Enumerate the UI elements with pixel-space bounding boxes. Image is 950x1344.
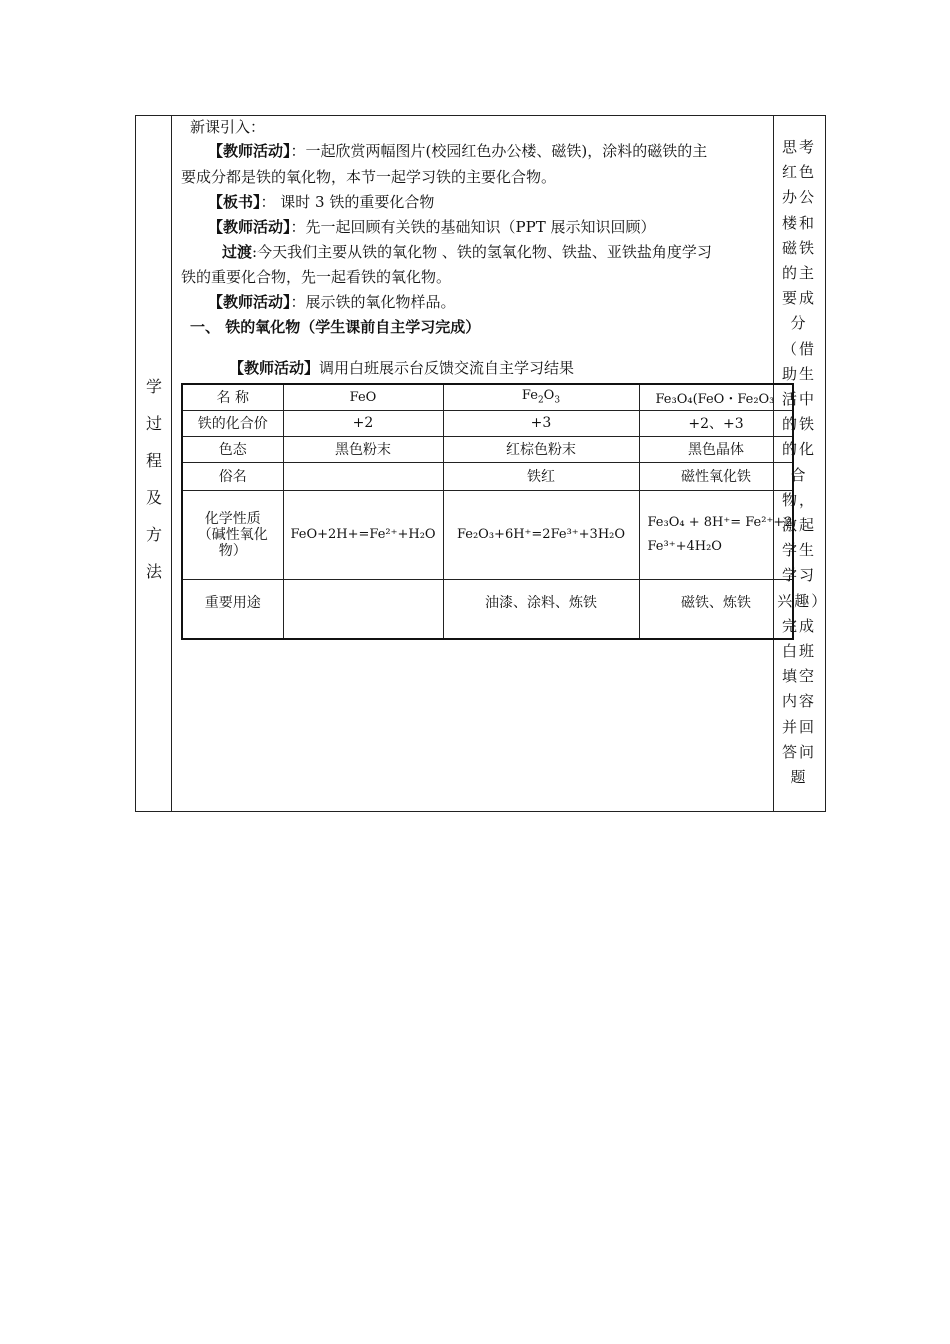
label-char: 及 (145, 488, 162, 507)
table-row (182, 579, 793, 639)
left-column (136, 116, 172, 811)
table-row (182, 410, 793, 436)
table-cell: +2 (283, 410, 443, 436)
text: ：展示铁的氧化物样品。 (290, 293, 456, 311)
paragraph-4a (222, 241, 712, 262)
text: O (543, 388, 555, 404)
table-cell: 磁性氧化铁 (639, 462, 793, 490)
paragraph-3 (208, 216, 655, 237)
text: Fe³⁺+4H₂O (647, 538, 722, 554)
table-cell (283, 462, 443, 490)
row-label-chemical: 化学性质（碱性氧化物） (182, 490, 283, 579)
text: Fe (521, 388, 538, 404)
text: :今天我们主要从铁的氧化物 、铁的氢氧化物、铁盐、亚铁盐角度学习 (252, 243, 712, 261)
label-char: 法 (145, 562, 162, 581)
table-cell: 铁红 (443, 462, 639, 490)
table-cell: 黑色晶体 (639, 436, 793, 462)
intro-heading: 新课引入： (190, 118, 266, 136)
tag-teacher-activity: 【教师活动】 (208, 142, 291, 160)
tag-board: 【板书】 (208, 193, 261, 211)
paragraph-5 (208, 291, 456, 312)
table-cell: 油漆、涂料、炼铁 (443, 579, 639, 639)
table-cell: 磁铁、炼铁 (639, 579, 793, 639)
table-row (182, 490, 793, 579)
paragraph-2 (208, 191, 434, 212)
process-method-label (136, 368, 172, 590)
student-activity-note: 思考红色办公楼和磁铁的主要成分（借助生活中的铁的化合物，激起学生学习兴趣）完成白班填空内容并回答问题 (777, 138, 821, 787)
text: Fe₃O₄ + 8H⁺= Fe²⁺+2 (647, 514, 793, 530)
iron-oxide-table (181, 383, 794, 640)
text: ： 课时 3 铁的重要化合物 (260, 193, 435, 211)
header-label: 名 称 (182, 384, 283, 410)
table-cell: 黑色粉末 (283, 436, 443, 462)
text: 2 (537, 396, 544, 407)
text: 调用白班展示台反馈交流自主学习结果 (319, 359, 575, 377)
header-fe3o4: Fe₃O₄(FeO・Fe₂O₃ (639, 384, 793, 410)
paragraph-1b: 要成分都是铁的氧化物，本节一起学习铁的主要化合物。 (181, 168, 557, 186)
tag-teacher-activity: 【教师活动】 (229, 359, 320, 377)
table-cell: FeO+2H+=Fe²⁺+H₂O (283, 490, 443, 579)
header-fe2o3 (443, 384, 639, 410)
table-cell: +2、+3 (639, 410, 793, 436)
table-cell: 红棕色粉末 (443, 436, 639, 462)
paragraph-4b: 铁的重要化合物，先一起看铁的氧化物。 (181, 268, 452, 286)
text: 3 (554, 396, 561, 407)
tag-teacher-activity: 【教师活动】 (208, 218, 291, 236)
label-char: 学 (145, 377, 162, 396)
tag-transition: 过渡 (222, 243, 253, 261)
table-cell: +3 (443, 410, 639, 436)
section-title (190, 316, 480, 337)
row-label-uses: 重要用途 (182, 579, 283, 639)
tag-teacher-activity: 【教师活动】 (208, 293, 291, 311)
section-title-text: 一、 铁的氧化物（学生课前自主学习完成） (190, 318, 481, 336)
table-row (182, 462, 793, 490)
header-feo: FeO (283, 384, 443, 410)
table-cell (639, 490, 793, 579)
table-row (182, 436, 793, 462)
text: ：先一起回顾有关铁的基础知识（PPT 展示知识回顾） (290, 218, 656, 236)
table-cell (283, 579, 443, 639)
table-row (182, 384, 793, 410)
paragraph-6 (229, 357, 574, 378)
label-char: 方 (145, 525, 162, 544)
label-char: 程 (145, 451, 162, 470)
table-cell: Fe₂O₃+6H⁺=2Fe³⁺+3H₂O (443, 490, 639, 579)
text: ：一起欣赏两幅图片(校园红色办公楼、磁铁)，涂料的磁铁的主 (290, 142, 708, 160)
paragraph-1a (208, 140, 707, 161)
row-label-color-state: 色态 (182, 436, 283, 462)
row-label-common-name: 俗名 (182, 462, 283, 490)
row-label-valence: 铁的化合价 (182, 410, 283, 436)
label-char: 过 (145, 414, 162, 433)
